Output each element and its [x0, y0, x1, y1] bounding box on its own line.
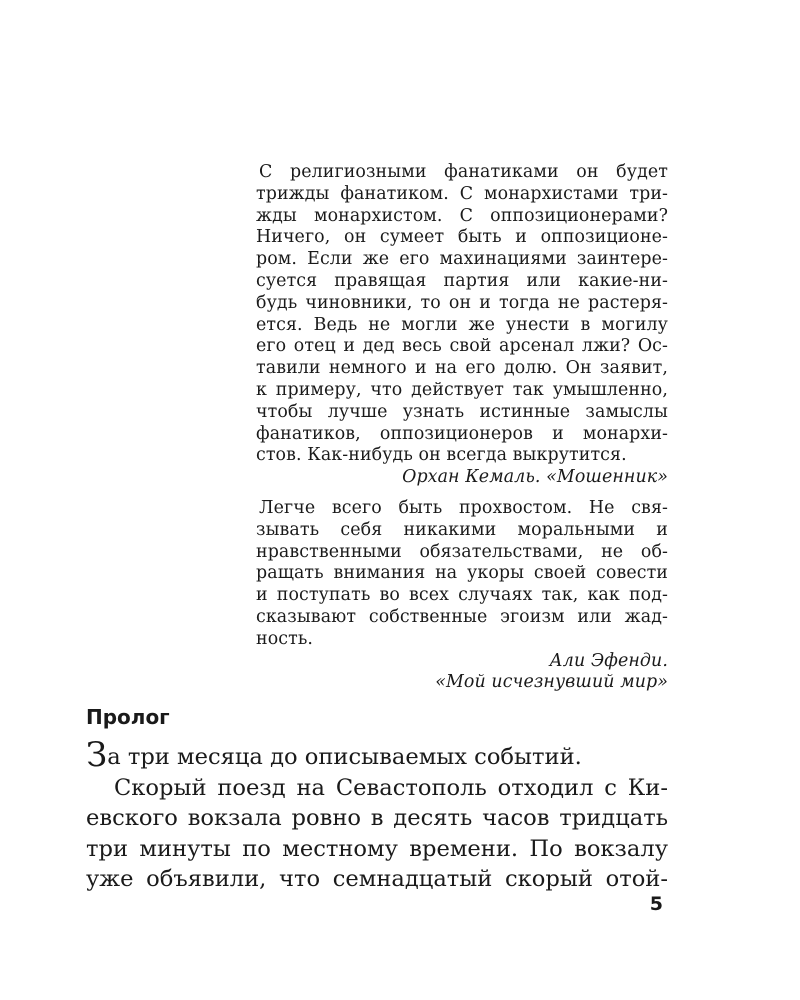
body-line: уже объявили, что семнадцатый скорый отой- — [86, 866, 668, 892]
body-line: Скорый поезд на Севастополь отходил с Ки- — [114, 774, 668, 801]
epigraph-line: ращать внимания на укоры своей совести — [256, 563, 668, 584]
epigraph-line: ность. — [256, 628, 314, 649]
epigraph-line: трижды фанатиком. С монархистами три- — [256, 183, 668, 204]
chapter-body — [86, 735, 668, 895]
epigraph-line: ром. Если же его махинациями заинтере- — [256, 249, 668, 270]
epigraph-line: Легче всего быть прохвостом. Не свя- — [259, 498, 668, 518]
epigraph-line: чтобы лучше узнать истинные замыслы — [256, 401, 668, 422]
epigraph-line: стов. Как-нибудь он всегда выкрутится. — [256, 445, 627, 466]
epigraph-second — [256, 498, 668, 694]
epigraph-line: нравственными обязательствами, не об- — [256, 541, 668, 562]
epigraph-attribution-title: «Мой исчезнувший мир» — [435, 672, 668, 693]
body-line: три минуты по местному времени. По вокзалу — [86, 835, 668, 862]
body-line: евского вокзала ровно в десять часов тридцать — [86, 805, 668, 831]
epigraph-line: фанатиков, оппозиционеров и монархи- — [256, 423, 668, 444]
epigraph-line: зывать себя никакими моральными и — [256, 519, 668, 540]
epigraph-line: тавили немного и на его долю. Он заявит, — [256, 358, 668, 379]
chapter-heading: Пролог — [86, 705, 170, 729]
epigraph-line: будь чиновники, то он и тогда не растеря- — [256, 292, 668, 313]
epigraph-line: и поступать во всех случаях так, как под- — [256, 585, 668, 606]
epigraph-first — [256, 162, 668, 489]
drop-cap: З — [86, 735, 108, 775]
epigraph-line: Ничего, он сумеет быть и оппозиционе- — [256, 227, 668, 248]
epigraph-line: сказывают собственные эгоизм или жад- — [256, 606, 668, 627]
epigraph-line: С религиозными фанатиками он будет — [259, 162, 668, 182]
epigraph-line: ется. Ведь не могли же унести в могилу — [256, 314, 668, 335]
body-line — [86, 735, 668, 775]
epigraph-line: суется правящая партия или какие-ни- — [256, 270, 668, 291]
epigraph-line: к примеру, что действует так умышленно, — [256, 379, 668, 400]
epigraph-attribution-author: Али Эфенди. — [549, 650, 668, 671]
body-line-text: а три месяца до описываемых событий. — [107, 744, 582, 770]
epigraph-attribution: Орхан Кемаль. «Мошенник» — [402, 467, 668, 488]
epigraph-line: жды монархистом. С оппозиционерами? — [256, 205, 668, 226]
page-number: 5 — [649, 893, 663, 915]
epigraph-line: его отец и дед весь свой арсенал лжи? Ос- — [256, 336, 668, 357]
